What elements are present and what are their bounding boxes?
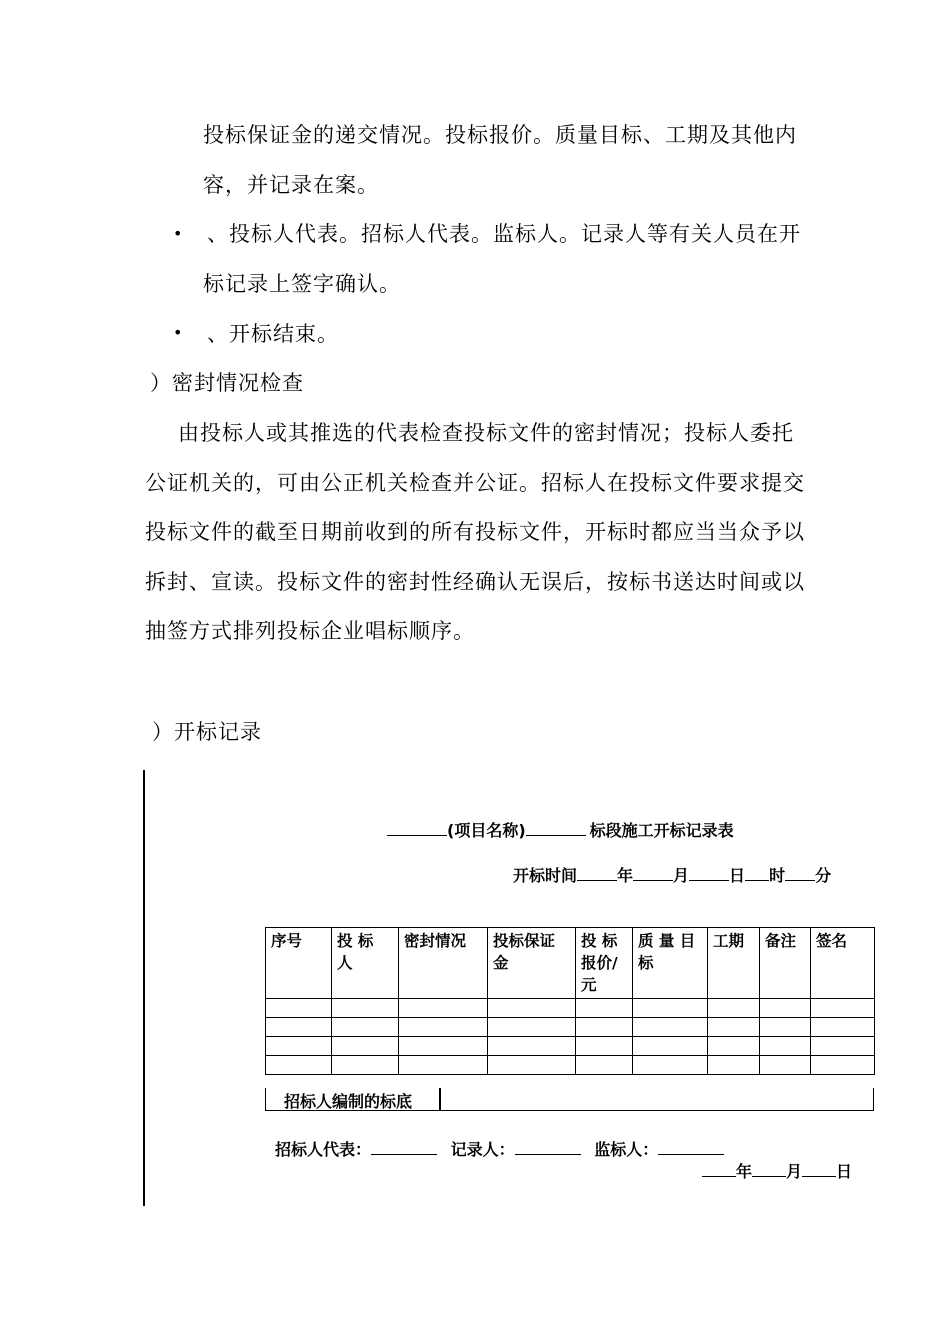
bid-base-label: 招标人编制的标底 [284,1092,413,1111]
bullet-icon: • [173,224,183,243]
text-line: 公证机关的，可由公正机关检查并公证。招标人在投标文件要求提交 [145,470,805,495]
blank-line [752,1160,786,1177]
text-line: 、开标结束。 [207,322,339,346]
blank-line [387,819,447,836]
blank-line [785,864,815,881]
table-row [266,1037,875,1056]
paragraph-sign-confirm [203,210,801,309]
header-cell: 密封情况 [399,928,488,999]
blank-line [515,1138,581,1155]
form-title: (项目名称) 标段施工开标记录表 [387,818,734,841]
bullet-icon: • [173,323,183,342]
text-line: 拆封、宣读。投标文件的密封性经确认无误后，按标书送达时间或以 [145,569,805,594]
blank-line [689,864,729,881]
blank-line [526,819,586,836]
blank-line [577,864,617,881]
header-cell: 工期 [708,928,760,999]
text-line: 抽签方式排列投标企业唱标顺序。 [145,619,475,643]
blank-line [702,1160,736,1177]
blank-line [633,864,673,881]
date-row: 年 月 日 [702,1159,852,1182]
paragraph-bid-contents [203,111,797,210]
blank-line [658,1138,724,1155]
heading-seal-check: ）密封情况检查 [150,371,304,395]
opening-time-row: 开标时间 年 月 日 时 分 [513,866,832,885]
margin-rule [143,770,145,1206]
table-row [266,1018,875,1037]
text-line: 投标文件的截至日期前收到的所有投标文件，开标时都应当当众予以 [145,520,805,544]
table-header-row [266,928,875,999]
blank-line [802,1160,836,1177]
blank-line [371,1138,437,1155]
paragraph-opening-end [207,310,339,360]
table-row [266,999,875,1018]
text-line: 、投标人代表。招标人代表。监标人。记录人等有关人员在开 [207,222,801,246]
text-line: 容，并记录在案。 [203,172,379,197]
header-cell: 签名 [811,928,875,999]
header-cell: 质 量 目 标 [633,928,708,999]
paragraph-seal-check [145,409,805,657]
header-cell: 投标保证金 [488,928,576,999]
header-cell: 备注 [760,928,811,999]
header-cell: 投 标 人 [332,928,399,999]
table-row [266,1056,875,1075]
header-cell: 投 标 报价/元 [576,928,633,999]
signature-row: 招标人代表： 记录人： 监标人： [275,1137,724,1160]
bid-base-divider [439,1088,441,1111]
heading-opening-record: ）开标记录 [152,720,262,744]
text-line: 标记录上签字确认。 [203,271,401,296]
blank-line [745,864,769,881]
header-cell: 序号 [266,928,332,999]
text-line: 由投标人或其推选的代表检查投标文件的密封情况；投标人委托 [178,421,794,445]
opening-record-table [265,927,875,1075]
text-line: 投标保证金的递交情况。投标报价。质量目标、工期及其他内 [203,123,797,147]
